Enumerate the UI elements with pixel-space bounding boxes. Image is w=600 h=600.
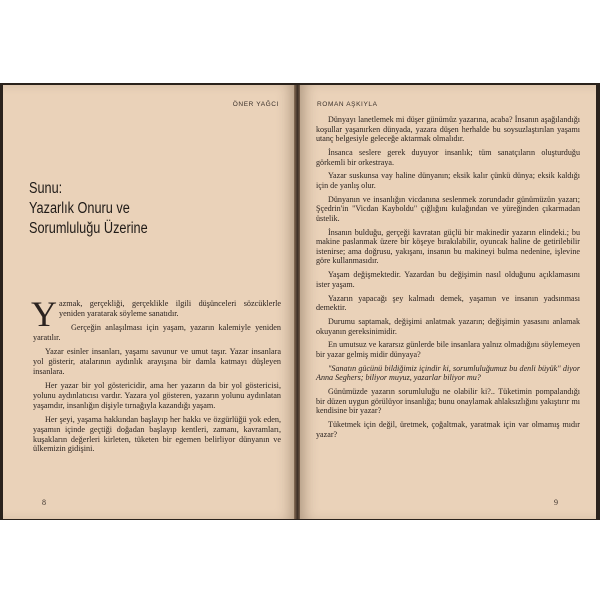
section-title	[29, 179, 242, 239]
paragraph: Yazarın yapacağı şey kalmadı demek, yaşamın ve insanın yadsınması demektir.	[316, 293, 580, 313]
page-number: 8	[42, 498, 46, 507]
right-page	[300, 85, 596, 519]
left-page	[3, 85, 295, 519]
paragraph: İnsanın bulduğu, gerçeği kavratan güçlü bir makinedir yazarın elindeki.; bu makine paslanmak üzere bir köşeye bırakılabilir, oyuncak haline de getirilebilir istenirse; ama doğrusu, yakışanı, insanın bu makineyi bulma nedenine, işlevine göre kullanmasıdır.	[316, 227, 580, 266]
paragraph: Yazar suskunsa vay haline dünyanın; eksik kalır çünkü dünya; eksik kaldığı için de yanlış olur.	[316, 171, 580, 190]
paragraph: Dünyayı lanetlemek mi düşer günümüz yazarına, acaba? İnsanın aşağılandığı koşullar yaşanırken dünyada, yazara düşen herhalde bu soysuzlaştırılan yaşamı utanç belgesiyle geleceğe aktarmak olmalıdır.	[316, 115, 580, 144]
section-title-line: Sunu:	[29, 180, 63, 197]
paragraph: Yazar esinler insanları, yaşamı savunur ve umut taşır. Yazar insanlara yol gösterir, atalarının aydınlık arayışına bir damla katmayı düşleyen insanlara.	[33, 347, 281, 376]
paragraph: Tüketmek için değil, üretmek, çoğaltmak, yaratmak için var olmamış mıdır yazar?	[316, 420, 580, 439]
paragraph: Durumu saptamak, değişimi anlatmak yazarın; değişimin yasasını anlamak okuyanın gereksinimidir.	[316, 317, 580, 336]
quote-paragraph: "Sanatın gücünü bildiğimiz içindir ki, sorumluluğumuz bu denli büyük" diyor Anna Seghers; biliyor muyuz, yazarlar biliyor mu?	[316, 363, 580, 383]
left-page-body	[31, 294, 281, 459]
right-page-body	[316, 115, 580, 443]
paragraph: Dünyanın ve insanlığın vicdanına seslenmek zorundadır günümüzün yazarı; Şçedrin'in "Vicdan Kayboldu" çığlığını kulağından ve yüreğinden çıkarmadan üstelik.	[316, 194, 580, 223]
paragraph: İnsanca seslere gerek duyuyor insanlık; tüm sanatçıların oluşturduğu görkemli bir orkestraya.	[316, 147, 580, 167]
paragraph: Gerçeğin anlaşılması için yaşam, yazarın kalemiyle yeniden yaratılır.	[33, 323, 281, 342]
left-running-head: ÖNER YAĞCI	[232, 101, 279, 108]
paragraph: En umutsuz ve kararsız günlerde bile insanlara yalnız olmadığını söylemeyen bir yazar gelmiş midir dünyaya?	[316, 340, 580, 359]
section-title-line: Sorumluluğu Üzerine	[29, 220, 148, 237]
paragraph: Her yazar bir yol göstericidir, ama her yazarın da bir yol göstericisi, yolunu aydınlatıcısı vardır. Yazara yol gösteren, yazarın yolunu aydınlatan yaşamdır, insanlığın dişiyle tırnağıyla kazandığı yaşam.	[33, 381, 281, 410]
drop-cap: Y	[31, 294, 57, 334]
paragraph: Yaşam değişmektedir. Yazardan bu değişimin nasıl olduğunu açıklamasını ister yaşam.	[316, 270, 580, 289]
section-title-line: Yazarlık Onuru ve	[29, 200, 130, 217]
page-number: 9	[554, 498, 558, 507]
paragraph: Her şeyi, yaşama hakkından başlayıp her hakkı ve özgürlüğü yok eden, yaşamın içinde geçtiği doğadan başlayıp kentleri, zamanı, kavramları, kuşakların değerleri kirleten, tüketen bir egemen belirliyor dünyanın ve ülkemizin gidişini.	[33, 414, 281, 454]
right-running-head: ROMAN AŞKIYLA	[317, 101, 378, 108]
paragraph: Günümüzde yazarın sorumluluğu ne olabilir ki?.. Tüketimin pompalandığı bir düzen uygun görülüyor insanlığa; bunu onaylamak ahlaksızlığını yakıştırır mı kendisine bir yazar?	[316, 387, 580, 416]
paragraph-text: azmak, gerçekliği, gerçeklikle ilgili düşünceleri sözcüklerle yeniden yaratarak söyleme sanatıdır.	[59, 299, 281, 318]
